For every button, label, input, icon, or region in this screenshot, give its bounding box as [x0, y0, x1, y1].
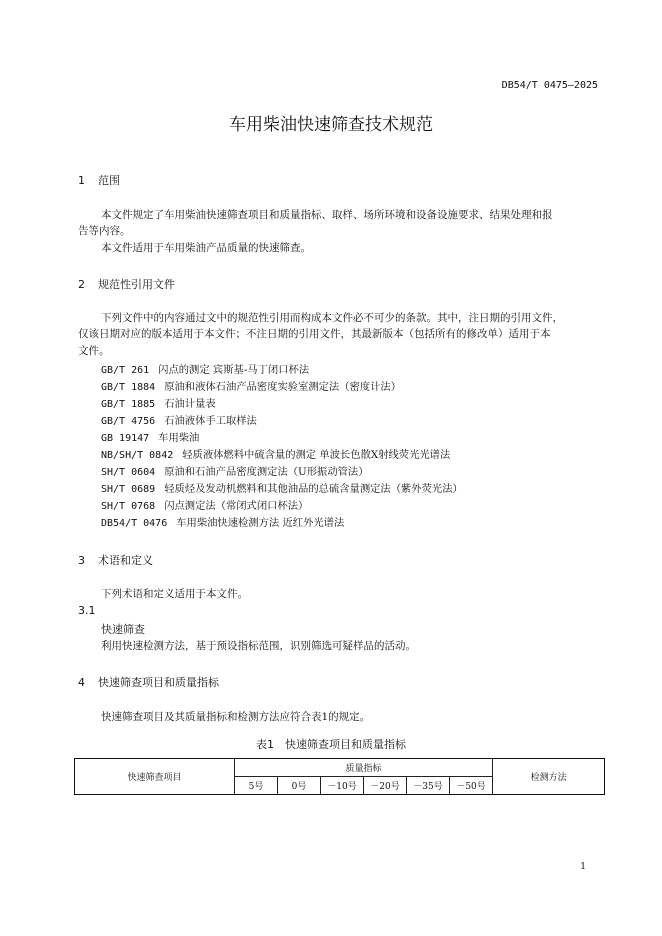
- table-caption: 表1 快速筛查项目和质量指标: [256, 738, 406, 751]
- reference-name: 轻质液体燃料中硫含量的测定 单波长色散X射线荧光光谱法: [182, 449, 451, 461]
- header-quality-index: 质量指标: [235, 759, 493, 777]
- grade-header: －50号: [450, 777, 493, 795]
- grade-header: 0号: [278, 777, 321, 795]
- section-number: 1: [78, 174, 85, 187]
- quality-index-table: [74, 758, 605, 795]
- section-2-paragraph-line-1: 下列文件中的内容通过文中的规范性引用而构成本文件必不可少的条款。其中，注日期的引用文件，: [101, 312, 563, 324]
- term-name: 快速筛查: [101, 623, 145, 636]
- page-number: 1: [580, 862, 586, 872]
- reference-code: GB/T 261: [101, 365, 150, 376]
- grade-header: －35号: [407, 777, 450, 795]
- reference-name: 原油和液体石油产品密度实验室测定法（密度计法）: [164, 381, 402, 393]
- reference-name: 轻质烃及发动机燃料和其他油品的总硫含量测定法（紫外荧光法）: [164, 483, 463, 495]
- reference-item: [101, 429, 199, 444]
- reference-item: [101, 446, 450, 461]
- reference-name: 车用柴油快速检测方法 近红外光谱法: [176, 517, 345, 529]
- reference-code: SH/T 0768: [101, 501, 156, 512]
- section-4-heading: [78, 674, 219, 690]
- reference-code: SH/T 0604: [101, 467, 156, 478]
- grade-header: －20号: [364, 777, 407, 795]
- section-number: 2: [78, 278, 85, 291]
- grade-header: －10号: [321, 777, 364, 795]
- standard-number: DB54/T 0475—2025: [501, 80, 598, 91]
- term-definition: 利用快速检测方法，基于预设指标范围，识别筛选可疑样品的活动。: [101, 640, 416, 652]
- reference-item: [101, 480, 463, 495]
- reference-name: 闪点的测定 宾斯基-马丁闭口杯法: [158, 364, 310, 376]
- reference-code: SH/T 0689: [101, 484, 156, 495]
- section-1-paragraph-1-line-2: 告等内容。: [78, 225, 131, 237]
- reference-code: GB/T 4756: [101, 416, 156, 427]
- reference-name: 原油和石油产品密度测定法（U形振动管法）: [164, 466, 369, 478]
- section-1-paragraph-1-line-1: 本文件规定了车用柴油快速筛查项目和质量指标、取样、场所环境和设备设施要求、结果处理和报: [101, 209, 553, 221]
- reference-name: 石油计量表: [164, 398, 216, 410]
- section-2-paragraph-line-3: 文件。: [78, 345, 110, 357]
- section-number: 4: [78, 676, 85, 689]
- reference-name: 闪点测定法（常闭式闭口杯法）: [164, 500, 309, 512]
- reference-item: [101, 463, 369, 478]
- reference-name: 石油液体手工取样法: [164, 415, 257, 427]
- reference-item: [101, 497, 308, 512]
- document-title: 车用柴油快速筛查技术规范: [229, 115, 433, 135]
- section-title: 范围: [98, 174, 120, 187]
- reference-item: [101, 514, 344, 529]
- section-title: 规范性引用文件: [98, 278, 175, 291]
- section-1-heading: [78, 172, 120, 188]
- term-number: 3.1: [78, 604, 96, 617]
- section-title: 快速筛查项目和质量指标: [98, 676, 219, 689]
- section-number: 3: [78, 554, 85, 567]
- reference-name: 车用柴油: [158, 432, 200, 444]
- section-2-heading: [78, 276, 175, 292]
- reference-code: NB/SH/T 0842: [101, 450, 174, 461]
- header-screening-item: 快速筛查项目: [75, 759, 235, 795]
- reference-code: GB 19147: [101, 433, 150, 444]
- section-3-heading: [78, 552, 153, 568]
- section-2-paragraph-line-2: 仅该日期对应的版本适用于本文件；不注日期的引用文件，其最新版本（包括所有的修改单）适用于本: [78, 328, 551, 340]
- section-3-paragraph: 下列术语和定义适用于本文件。: [101, 588, 248, 600]
- reference-code: GB/T 1885: [101, 399, 156, 410]
- section-1-paragraph-2: 本文件适用于车用柴油产品质量的快速筛查。: [101, 242, 311, 254]
- reference-item: [101, 395, 216, 410]
- reference-item: [101, 412, 257, 427]
- section-4-paragraph: 快速筛查项目及其质量指标和检测方法应符合表1的规定。: [101, 711, 371, 723]
- reference-code: DB54/T 0476: [101, 518, 168, 529]
- section-title: 术语和定义: [98, 554, 153, 567]
- header-test-method: 检测方法: [493, 759, 605, 795]
- reference-item: [101, 361, 309, 376]
- reference-item: [101, 378, 401, 393]
- reference-code: GB/T 1884: [101, 382, 156, 393]
- grade-header: 5号: [235, 777, 278, 795]
